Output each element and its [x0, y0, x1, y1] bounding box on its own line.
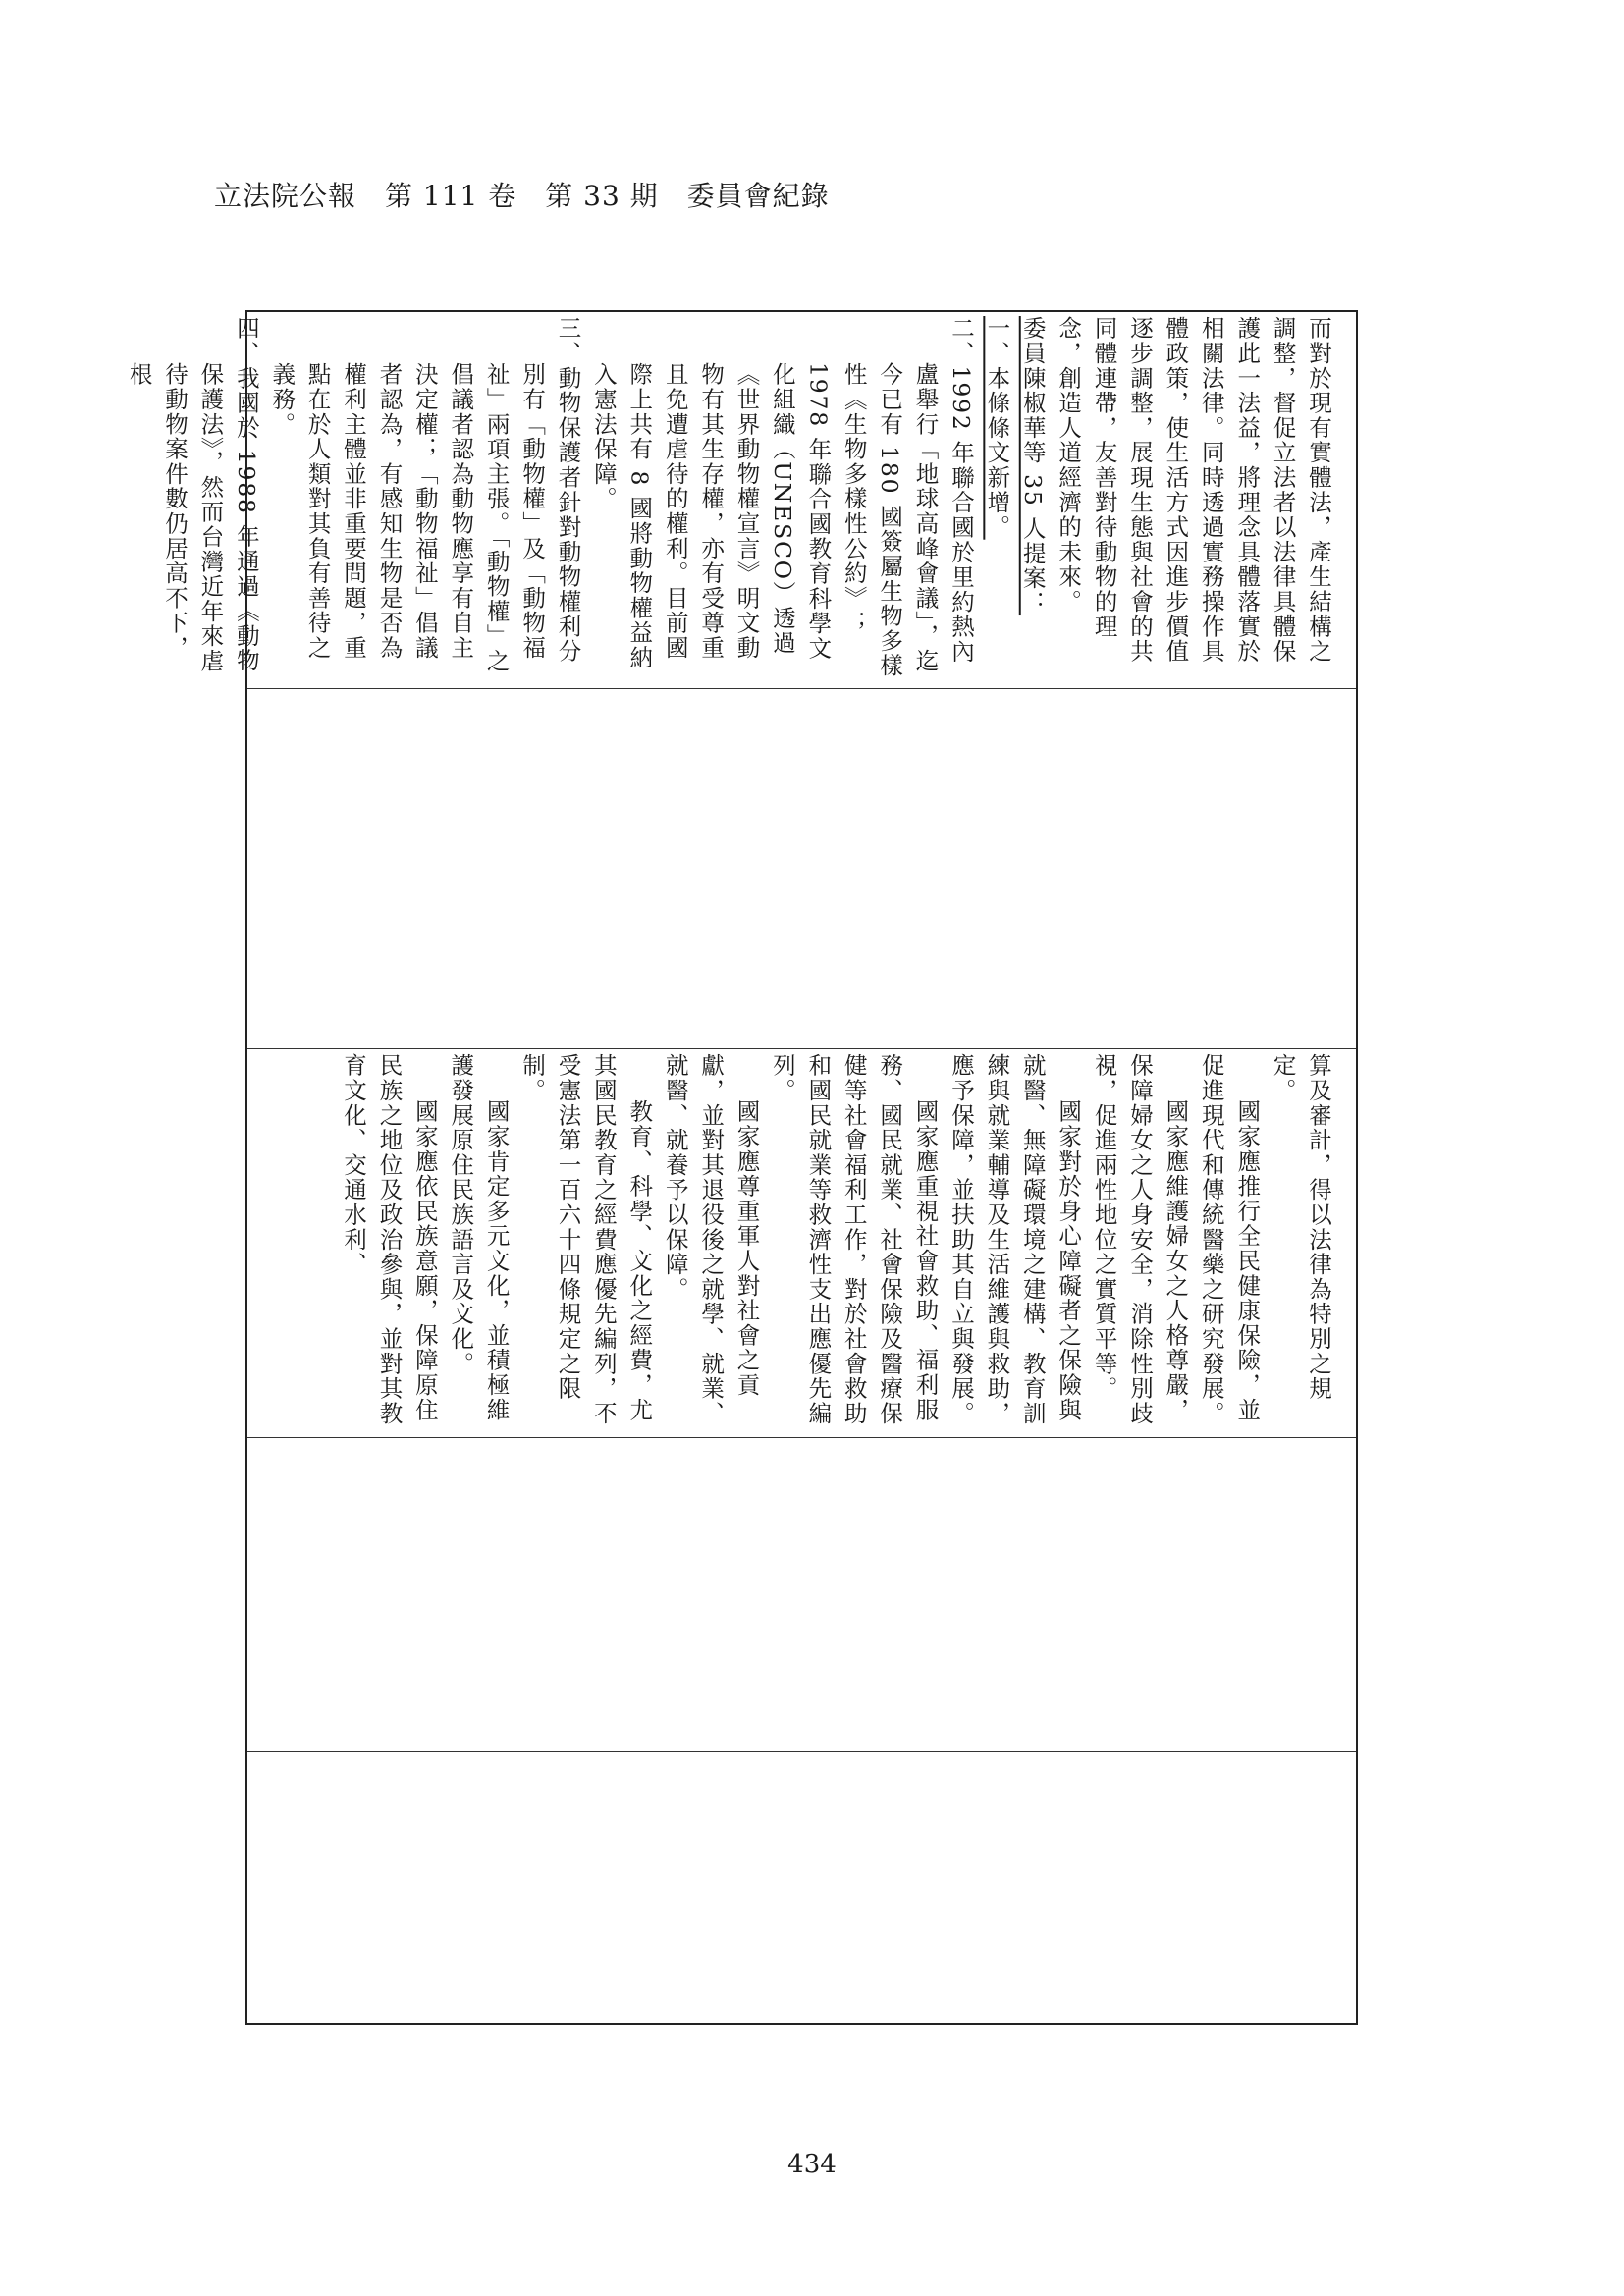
- paragraph: 而對於現有實體法，產生結構之調整，督促立法者以法律具體保護此一法益，將理念具體落實於相關法律。同時透過實務操作具體政策，使生活方式因進步價值逐步調整，展現生態與社會的共同體連帶，友善對待動物的理念，創造人道經濟的未來。: [1055, 316, 1332, 665]
- paragraph: 教育、科學、文化之經費，尤其國民教育之經費應優先編列，不受憲法第一百六十四條規定之限制。: [518, 1053, 654, 1426]
- paragraph: 國家對於身心障礙者之保險與就醫、無障礙環境之建構、教育訓練與就業輔導及生活維護與救助，應予保障，並扶助其自立與發展。: [947, 1053, 1083, 1426]
- column-text: [253, 1053, 1336, 1433]
- proposal-heading: 委員陳椒華等 35 人提案：: [1018, 316, 1047, 616]
- paragraph: 國家肯定多元文化，並積極維護發展原住民族語言及文化。: [447, 1053, 511, 1422]
- paragraph: 國家應尊重軍人對社會之貢獻，並對其退役後之就學、就業、就醫、就養予以保障。: [661, 1053, 761, 1426]
- column-text: [125, 316, 1336, 684]
- paragraph: 國家應推行全民健康保險，並促進現代和傳統醫藥之研究發展。: [1197, 1053, 1262, 1426]
- gazette-header: 立法院公報 第 111 卷 第 33 期 委員會紀錄: [214, 180, 830, 212]
- table-column-empty: [247, 1752, 1356, 2023]
- list-item: 四、我國於 1988 年通過《動物保護法》，然而台灣近年來虐待動物案件數仍居高不下，根: [125, 316, 260, 674]
- paragraph: 國家應重視社會救助、福利服務、國民就業、社會保險及醫療保健等社會福利工作，對於社會救助和國民就業等救濟性支出應優先編列。: [768, 1053, 940, 1426]
- table-column-current-text: [247, 1049, 1356, 1438]
- comparison-table: [125, 310, 1358, 2025]
- table-column-explanation: [125, 312, 1356, 689]
- table-column-empty: [247, 1438, 1356, 1752]
- list-item: 一、本條條文新增。: [983, 316, 1011, 540]
- page-number: 434: [787, 2150, 837, 2179]
- paragraph: 算及審計，得以法律為特別之規定。: [1269, 1053, 1332, 1402]
- list-item: 二、1992 年聯合國於里約熱內盧舉行「地球高峰會議」，迄今已有 180 國簽屬生物多樣性《生物多樣性公約》；1978 年聯合國教育科學文化組織（UNESCO）透過《世界動物權宣言》明文動物有其生存權，亦有受尊重且免遭虐待的權利。目前國際上共有 8 國將動物權益納入憲法保障。: [589, 316, 975, 678]
- list-item: 三、動物保護者針對動物權利分別有「動物權」及「動物福祉」兩項主張。「動物權」之倡議者認為動物應享有自主決定權；「動物福祉」倡議者認為，有感知生物是否為權利主體並非重要問題，重點在於人類對其負有善待之義務。: [268, 316, 582, 674]
- paragraph: 國家應維護婦女之人格尊嚴，保障婦女之人身安全，消除性別歧視，促進兩性地位之實質平等。: [1090, 1053, 1190, 1426]
- table-column-empty: [247, 689, 1356, 1049]
- paragraph: 國家應依民族意願，保障原住民族之地位及政治參與，並對其教育文化、交通水利、: [340, 1053, 439, 1426]
